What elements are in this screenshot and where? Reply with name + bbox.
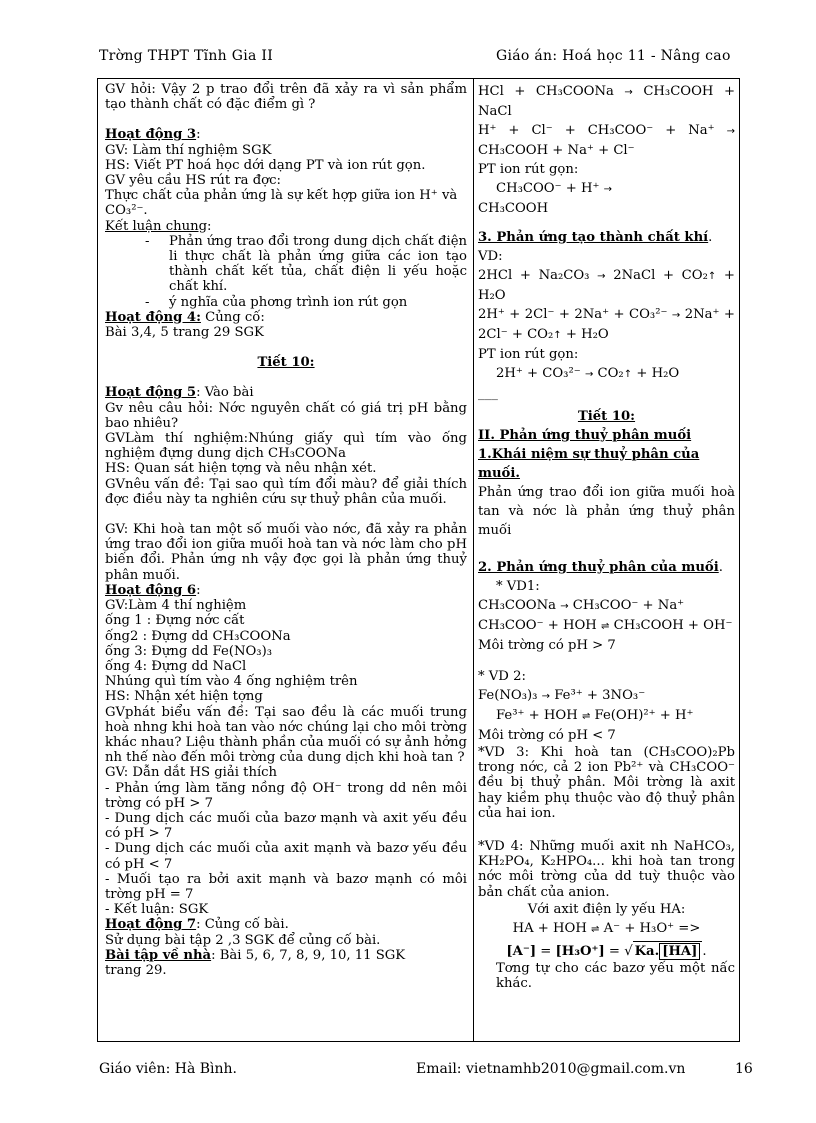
reaction-arrow-icon: → <box>584 369 594 380</box>
equation: Fe³⁺ + 3NO₃⁻ <box>554 688 646 703</box>
activity-6-line: ống2 : Đựng dd CH₃COONa <box>105 628 291 644</box>
equation: HCl + CH₃COONa <box>478 84 614 99</box>
environment-text: Môi trờng có pH < 7 <box>478 728 616 743</box>
period-10-heading: Tiết 10: <box>257 355 315 371</box>
formula-anion: [A⁻] <box>506 943 537 959</box>
example-3-text: *VD 3: Khi hoà tan (CH₃COO)₂Pb trong nớc, cả 2 ion Pb²⁺ và CH₃COO⁻ đều bị thuỷ phân. Môi trờng là axit hay kiềm phụ thuộc vào độ thuỷ phân của hai ion. <box>478 745 735 821</box>
activity-6-para: GVphát biểu vấn đề: Tại sao đều là các muối trung hoà nhng khi hoà tan vào nớc chúng lại cho môi trờng khác nhau? Liệu thành phần của muối có sự ảnh hởng nh thế nào đến môi trờng của dung dịch khi hoà tan ? <box>105 704 467 766</box>
sqrt-icon: √ <box>624 943 633 959</box>
column-divider <box>473 78 474 1042</box>
formula-dot: . <box>702 943 707 959</box>
homework-line: trang 29. <box>105 962 167 978</box>
footer-teacher: Giáo viên: Hà Bình. <box>99 1061 237 1077</box>
section-2-title: II. Phản ứng thuỷ phân muối <box>478 428 692 443</box>
equation: Fe(OH)²⁺ + H⁺ <box>594 708 694 723</box>
header-lesson-plan: Giáo án: Hoá học 11 - Nâng cao <box>496 48 731 64</box>
explanation-item: - Muối tạo ra bởi axit mạnh và bazơ mạnh có môi trờng pH = 7 <box>105 871 467 902</box>
gv-explanation: GV: Khi hoà tan một số muối vào nớc, đã xảy ra phản ứng trao đổi ion giữa muối hoà tan và nớc làm cho pH biến đổi. Phản ứng nh vậy đợc gọi là phản ứng thuỷ phân muối. <box>105 522 467 583</box>
equilibrium-arrow-icon: ⇌ <box>601 621 610 632</box>
reaction-arrow-icon: → <box>603 184 613 195</box>
equation: 2H⁺ + CO₃²⁻ <box>496 366 581 381</box>
similar-note: Tơng tự cho các bazơ yếu một nấc khác. <box>496 960 735 992</box>
activity-5-text: Vào bài <box>204 385 254 401</box>
left-column: GV hỏi: Vậy 2 p trao đổi trên đã xảy ra vì sản phẩm tạo thành chất có đặc điểm gì ? Hoạt động 3: GV: Làm thí nghiệm SGK HS: Viết PT hoá học dới dạng PT và ion rút gọn. GV yêu cầu HS rút ra đợc: Thực chất của phản ứng là sự kết hợp giữa ion H⁺ và CO₃²⁻. Kết luận chung: - Phản ứng trao đổi trong dung dịch chất điện li thực chất là phản ứng giữa các ion tạo thành chất kết tủa, chất điện li yếu hoặc chất khí. - ý nghĩa của phơng trình ion rút gọn Hoạt động 4: Củng cố: Bài 3,4, 5 trang 29 SGK Tiết 10: Hoạt động 5: Vào bài Gv nêu câu hỏi: Nớc nguyên chất có giá trị pH bằng bao nhiêu? GVLàm thí nghiệm:Nhúng giấy quì tím vào ống nghiệm đựng dung dịch CH₃COONa HS: Quan sát hiện tợng và nêu nhận xét. GVnêu vấn đề: Tại sao quì tím đổi màu? để giải thích đợc điều này ta nghiên cứu sự thuỷ phân của muối. GV: Khi hoà tan một số muối vào nớc, đã xảy ra phản ứng trao đổi ion giữa muối hoà tan và nớc làm cho pH biến đổi. Phản ứng nh vậy đợc gọi là phản ứng thuỷ phân muối. Hoạt động 6: GV:Làm 4 thí nghiệm ống 1 : Đựng nớc cất ống2 : Đựng dd CH₃COONa ống 3: Đựng dd Fe(NO₃)₃ ống 4: Đựng dd NaCl Nhúng quì tím vào 4 ống nghiệm trên HS: Nhận xét hiện tợng GVphát biểu vấn đề: Tại sao đều là các muối trung hoà nhng khi hoà tan vào nớc chúng lại cho môi trờng khác nhau? Liệu thành phần của muối có sự ảnh hởng nh thế nào đến môi trờng của dung dịch khi hoà tan ? GV: Dẫn dắt HS giải thích - Phản ứng làm tăng nồng độ OH⁻ trong dd nên môi trờng có pH > 7 - Dung dịch các muối của bazơ mạnh và axit yếu đều có pH > 7 - Dung dịch các muối của axit mạnh và bazơ yếu đều có pH < 7 - Muối tạo ra bởi axit mạnh và bazơ mạnh có môi trờng pH = 7 - Kết luận: SGK Hoạt động 7: Củng cố bài. Sử dụng bài tập 2 ,3 SGK để củng cố bài. Bài tập về nhà: Bài 5, 6, 7, 8, 9, 10, 11 SGK trang 29. <box>105 82 467 978</box>
activity-5-para: GVnêu vấn đề: Tại sao quì tím đổi màu? để giải thích đợc điều này ta nghiên cứu sự thuỷ phân của muối. <box>105 476 467 507</box>
environment-text: Môi trờng có pH > 7 <box>478 638 616 653</box>
reaction-arrow-icon: → <box>624 87 633 98</box>
equation: CH₃COO⁻ + Na⁺ <box>572 598 685 613</box>
footer-email: Email: vietnamhb2010@gmail.com.vn <box>416 1061 686 1077</box>
gas-up-arrow-icon: ↑ <box>707 271 717 282</box>
formula-ka: Ka. <box>634 943 660 959</box>
activity-6-line: ống 3: Đựng dd Fe(NO₃)₃ <box>105 643 273 659</box>
conclusion-bullet: Phản ứng trao đổi trong dung dịch chất điện li thực chất là phản ứng giữa các ion tạo thành chất kết tủa, chất điện li yếu hoặc chất khí. <box>169 233 467 295</box>
equation: Fe(NO₃)₃ <box>478 688 538 703</box>
equation: HA + HOH <box>512 920 587 936</box>
equation: 2NaCl + CO₂ <box>613 268 708 283</box>
example-4-text: *VD 4: Những muối axit nh NaHCO₃, KH₂PO₄, K₂HPO₄... khi hoà tan trong nớc môi trờng của dd tuỳ thuộc vào bản chất của anion. <box>478 839 735 900</box>
dash-line: ___ <box>478 386 498 401</box>
example-2-label: * VD 2: <box>478 669 526 684</box>
explanation-item: - Dung dịch các muối của bazơ mạnh và axit yếu đều có pH > 7 <box>105 810 467 842</box>
reaction-arrow-icon: → <box>671 310 681 321</box>
explanation-item: - Dung dịch các muối của axit mạnh và bazơ yếu đều có pH < 7 <box>105 841 467 872</box>
formula-ha: [HA] <box>659 943 700 960</box>
period-10-heading-right: Tiết 10: <box>577 409 636 424</box>
activity-3-title: Hoạt động 3 <box>105 127 197 143</box>
formula-hydronium: [H₃O⁺] <box>555 943 605 959</box>
page-number: 16 <box>735 1061 753 1077</box>
equilibrium-arrow-icon: ⇌ <box>581 711 591 722</box>
section-3-title: 3. Phản ứng tạo thành chất khí <box>478 230 709 245</box>
equation: CH₃COOH + OH⁻ <box>613 618 733 633</box>
activity-5-para: Gv nêu câu hỏi: Nớc nguyên chất có giá trị pH bằng bao nhiêu? <box>105 400 467 431</box>
activity-6-line: ống 1 : Đựng nớc cất <box>105 613 245 629</box>
reaction-arrow-icon: → <box>597 271 606 282</box>
formula-equals: = <box>608 943 620 959</box>
header-school: Trờng THPT Tĩnh Gia II <box>99 48 274 64</box>
homework-title: Bài tập về nhà <box>105 947 212 963</box>
gas-up-arrow-icon: ↑ <box>553 330 562 341</box>
activity-6-line: HS: Nhận xét hiện tợng <box>105 689 263 705</box>
formula-equals: = <box>540 943 552 959</box>
section-2-1-title: 1.Khái niệm sự thuỷ phân của muối. <box>478 447 700 481</box>
activity-7-title: Hoạt động 7 <box>105 917 197 933</box>
activity-6-line: ống 4: Đựng dd NaCl <box>105 658 247 674</box>
explanation-item: - Kết luận: SGK <box>105 902 209 918</box>
equation: CH₃COO⁻ + HOH <box>478 618 597 633</box>
activity-5-para: HS: Quan sát hiện tợng và nêu nhận xét. <box>105 461 377 477</box>
weak-acid-label: Với axit điện ly yếu HA: <box>527 901 686 917</box>
reaction-arrow-icon: → <box>726 126 735 137</box>
ion-label: PT ion rút gọn: <box>478 347 579 362</box>
activity-4-line: Bài 3,4, 5 trang 29 SGK <box>105 325 264 341</box>
equation: CH₃COOH + NaCl <box>478 84 736 119</box>
equation: CH₃COOH + Na⁺ + Cl⁻ <box>478 143 635 158</box>
equation: H⁺ + Cl⁻ + CH₃COO⁻ + Na⁺ <box>478 123 715 138</box>
activity-7-line: Sử dụng bài tập 2 ,3 SGK để củng cố bài. <box>105 932 381 948</box>
gas-up-arrow-icon: ↑ <box>623 369 633 380</box>
activity-3-line: HS: Viết PT hoá học dới dạng PT và ion rút gọn. <box>105 157 426 173</box>
activity-6-line: GV: Dẫn dắt HS giải thích <box>105 765 278 781</box>
equation: CO₂ <box>597 366 624 381</box>
activity-3-line: GV: Làm thí nghiệm SGK <box>105 142 272 158</box>
conclusion-bullet: ý nghĩa của phơng trình ion rút gọn <box>169 294 408 310</box>
activity-4-text: Củng cố: <box>205 309 265 325</box>
example-label: VD: <box>478 249 503 264</box>
equation: CH₃COONa <box>478 598 556 613</box>
equation: 2H⁺ + 2Cl⁻ + 2Na⁺ + CO₃²⁻ <box>478 307 668 322</box>
reaction-arrow-icon: → <box>541 691 551 702</box>
section-2-2-title: 2. Phản ứng thuỷ phân của muối <box>478 560 719 575</box>
equation: Fe³⁺ + HOH <box>496 708 578 723</box>
question-1: GV hỏi: Vậy 2 p trao đổi trên đã xảy ra vì sản phẩm tạo thành chất có đặc điểm gì ? <box>105 82 467 113</box>
activity-5-para: GVLàm thí nghiệm:Nhúng giấy quì tím vào ống nghiệm đựng dung dịch CH₃COONa <box>105 431 467 462</box>
reaction-arrow-icon: → <box>560 601 569 612</box>
conclusion-title: Kết luận chung <box>105 218 208 234</box>
activity-3-line: Thực chất của phản ứng là sự kết hợp giữa ion H⁺ và CO₃²⁻. <box>105 188 458 219</box>
activity-3-line: GV yêu cầu HS rút ra đợc: <box>105 173 281 189</box>
right-column: HCl + CH₃COONa → CH₃COOH + NaCl H⁺ + Cl⁻ + CH₃COO⁻ + Na⁺ → CH₃COOH + Na⁺ + Cl⁻ PT ion rút gọn: CH₃COO⁻ + H⁺ → CH₃COOH 3. Phản ứng tạo thành chất khí. VD: 2HCl + Na₂CO₃ → 2NaCl + CO₂↑ + H₂O 2H⁺ + 2Cl⁻ + 2Na⁺ + CO₃²⁻ → 2Na⁺ + 2Cl⁻ + CO₂↑ + H₂O PT ion rút gọn: 2H⁺ + CO₃²⁻ → CO₂↑ + H₂O ___ Tiết 10: II. Phản ứng thuỷ phân muối 1.Khái niệm sự thuỷ phân của muối. Phản ứng trao đổi ion giữa muối hoà tan và nớc là phản ứng thuỷ phân muối 2. Phản ứng thuỷ phân của muối. * VD1: CH₃COONa → CH₃COO⁻ + Na⁺ CH₃COO⁻ + HOH ⇌ CH₃COOH + OH⁻ Môi trờng có pH > 7 * VD 2: Fe(NO₃)₃ → Fe³⁺ + 3NO₃⁻ Fe³⁺ + HOH ⇌ Fe(OH)²⁺ + H⁺ Môi trờng có pH < 7 *VD 3: Khi hoà tan (CH₃COO)₂Pb trong nớc, cả 2 ion Pb²⁺ và CH₃COO⁻ đều bị thuỷ phân. Môi trờng là axit hay kiềm phụ thuộc vào độ thuỷ phân của hai ion. *VD 4: Những muối axit nh NaHCO₃, KH₂PO₄, K₂HPO₄... khi hoà tan trong nớc môi trờng của dd tuỳ thuộc vào bản chất của anion. Với axit điện ly yếu HA: HA + HOH ⇌ A⁻ + H₃O⁺ => [A⁻] = [H₃O⁺] = √ Ka. [HA] . Tơng tự cho các bazơ yếu một nấc khác. <box>478 84 736 992</box>
equation: 2HCl + Na₂CO₃ <box>478 268 590 283</box>
equation: + H₂O <box>478 268 735 303</box>
activity-6-line: GV:Làm 4 thí nghiệm <box>105 598 247 614</box>
explanation-item: - Phản ứng làm tăng nồng độ OH⁻ trong dd nên môi trờng có pH > 7 <box>105 780 467 811</box>
activity-7-text: : Củng cố bài. <box>196 917 289 933</box>
activity-5-title: Hoạt động 5 <box>105 385 197 401</box>
definition-text: Phản ứng trao đổi ion giữa muối hoà tan và nớc là phản ứng thuỷ phân muối <box>478 485 735 538</box>
equation: + H₂O <box>636 366 680 381</box>
equilibrium-arrow-icon: ⇌ <box>591 923 600 935</box>
equation: CH₃COO⁻ + H⁺ <box>496 181 600 196</box>
equation: CH₃COOH <box>478 201 549 216</box>
equation: 2Na⁺ + 2Cl⁻ + CO₂ <box>478 307 735 342</box>
homework-text: : Bài 5, 6, 7, 8, 9, 10, 11 SGK <box>211 947 406 963</box>
equation: A⁻ + H₃O⁺ => <box>603 920 701 936</box>
activity-6-title: Hoạt động 6 <box>105 582 197 598</box>
equation: + H₂O <box>565 327 609 342</box>
activity-6-line: Nhúng quì tím vào 4 ống nghiệm trên <box>105 674 358 690</box>
ion-label: PT ion rút gọn: <box>478 162 579 177</box>
example-1-label: * VD1: <box>496 579 540 594</box>
activity-4-title: Hoạt động 4: <box>105 309 201 325</box>
